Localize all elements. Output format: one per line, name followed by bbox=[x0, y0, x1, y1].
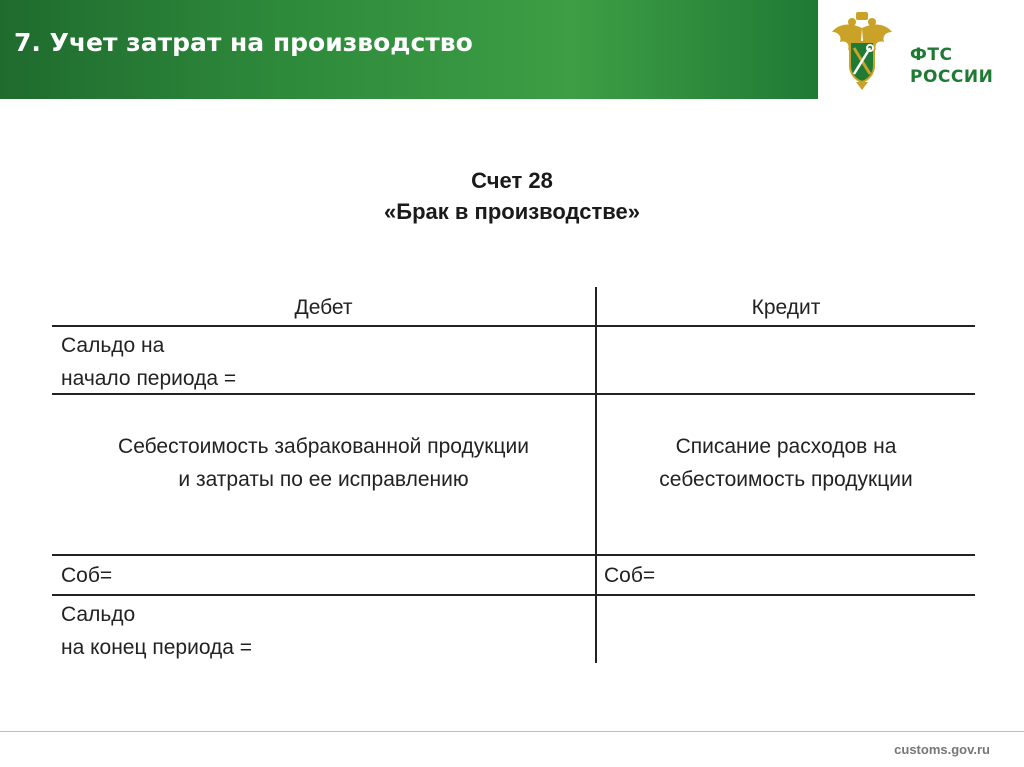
logo-line-1: ФТС bbox=[910, 45, 953, 65]
eagle-emblem-icon bbox=[830, 8, 894, 90]
opening-balance bbox=[61, 329, 581, 395]
closing-balance-line-1: Сальдо bbox=[61, 603, 136, 626]
footer-divider bbox=[0, 731, 1024, 732]
debit-header: Дебет bbox=[294, 296, 353, 319]
account-name-title: «Брак в производстве» bbox=[384, 199, 640, 224]
fts-logo bbox=[818, 0, 1024, 99]
account-number-title: Счет 28 bbox=[471, 168, 553, 193]
credit-entry-line-1: Списание расходов на bbox=[675, 435, 897, 458]
credit-header: Кредит bbox=[751, 296, 821, 319]
closing-balance bbox=[61, 598, 581, 664]
table-header-rule bbox=[52, 325, 975, 327]
credit-entry bbox=[597, 430, 975, 496]
debit-entry-line-1: Себестоимость забракованной продукции bbox=[118, 435, 529, 458]
debit-turnover: Соб= bbox=[61, 564, 113, 587]
opening-balance-line-1: Сальдо на bbox=[61, 334, 165, 357]
debit-entry-line-2: и затраты по ее исправлению bbox=[178, 468, 469, 491]
table-entries-rule bbox=[52, 554, 975, 556]
footer-url: customs.gov.ru bbox=[894, 742, 990, 757]
debit-entry bbox=[52, 430, 595, 496]
credit-entry-line-2: себестоимость продукции bbox=[659, 468, 913, 491]
credit-turnover: Соб= bbox=[604, 564, 656, 587]
logo-text bbox=[910, 44, 993, 88]
slide-title: 7. Учет затрат на производство bbox=[14, 28, 473, 57]
opening-balance-line-2: начало периода = bbox=[61, 367, 237, 390]
table-turnover-rule bbox=[52, 594, 975, 596]
logo-line-2: РОССИИ bbox=[910, 67, 994, 87]
closing-balance-line-2: на конец периода = bbox=[61, 636, 253, 659]
